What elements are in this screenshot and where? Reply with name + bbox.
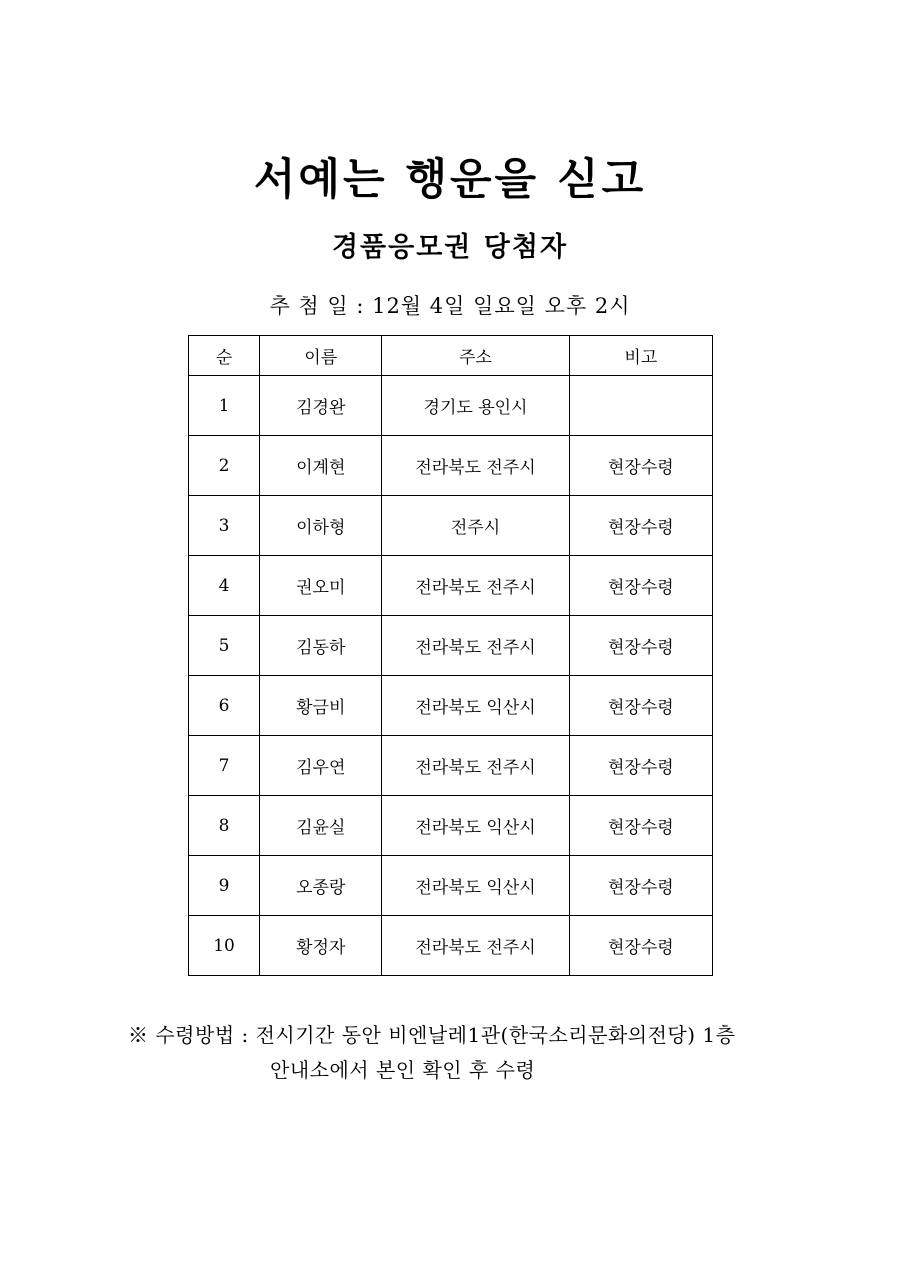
cell-note: 현장수령 xyxy=(569,916,712,976)
table-row xyxy=(189,556,713,616)
header-note: 비고 xyxy=(569,336,712,376)
cell-no: 9 xyxy=(189,856,260,916)
cell-address: 경기도 용인시 xyxy=(382,376,569,436)
table-row xyxy=(189,736,713,796)
cell-no: 3 xyxy=(189,496,260,556)
cell-address: 전라북도 익산시 xyxy=(382,796,569,856)
cell-address: 전라북도 전주시 xyxy=(382,736,569,796)
header-address: 주소 xyxy=(382,336,569,376)
header-name: 이름 xyxy=(260,336,382,376)
table-row xyxy=(189,496,713,556)
cell-name: 오종랑 xyxy=(260,856,382,916)
document-title: 서예는 행운을 싣고 xyxy=(253,155,647,205)
cell-name: 김우연 xyxy=(260,736,382,796)
document-subtitle: 경품응모권 당첨자 xyxy=(331,232,569,263)
cell-name: 김윤실 xyxy=(260,796,382,856)
cell-no: 7 xyxy=(189,736,260,796)
cell-address: 전라북도 전주시 xyxy=(382,916,569,976)
cell-note: 현장수령 xyxy=(569,736,712,796)
cell-no: 4 xyxy=(189,556,260,616)
cell-address: 전주시 xyxy=(382,496,569,556)
pickup-method-note: ※ 수령방법 : 전시기간 동안 비엔날레1관(한국소리문화의전당) 1층 xyxy=(128,1023,736,1047)
cell-no: 5 xyxy=(189,616,260,676)
cell-name: 황금비 xyxy=(260,676,382,736)
cell-note: 현장수령 xyxy=(569,556,712,616)
cell-address: 전라북도 전주시 xyxy=(382,556,569,616)
cell-note: 현장수령 xyxy=(569,856,712,916)
table-row xyxy=(189,676,713,736)
table-row xyxy=(189,376,713,436)
table-row xyxy=(189,616,713,676)
cell-note: 현장수령 xyxy=(569,436,712,496)
cell-note: 현장수령 xyxy=(569,676,712,736)
cell-no: 1 xyxy=(189,376,260,436)
table-row xyxy=(189,856,713,916)
cell-no: 6 xyxy=(189,676,260,736)
table-row xyxy=(189,436,713,496)
cell-note xyxy=(569,376,712,436)
cell-no: 8 xyxy=(189,796,260,856)
cell-note: 현장수령 xyxy=(569,796,712,856)
draw-date: 추 첨 일 : 12월 4일 일요일 오후 2시 xyxy=(269,294,631,318)
table-header-row xyxy=(189,336,713,376)
table-row xyxy=(189,796,713,856)
cell-name: 이하형 xyxy=(260,496,382,556)
cell-name: 김동하 xyxy=(260,616,382,676)
pickup-method-note-continued: 안내소에서 본인 확인 후 수령 xyxy=(270,1058,536,1082)
cell-no: 10 xyxy=(189,916,260,976)
cell-note: 현장수령 xyxy=(569,496,712,556)
header-no: 순 xyxy=(189,336,260,376)
cell-name: 황정자 xyxy=(260,916,382,976)
cell-address: 전라북도 전주시 xyxy=(382,616,569,676)
cell-name: 김경완 xyxy=(260,376,382,436)
cell-address: 전라북도 익산시 xyxy=(382,676,569,736)
table-row xyxy=(189,916,713,976)
cell-no: 2 xyxy=(189,436,260,496)
cell-name: 권오미 xyxy=(260,556,382,616)
cell-note: 현장수령 xyxy=(569,616,712,676)
cell-address: 전라북도 익산시 xyxy=(382,856,569,916)
cell-name: 이계현 xyxy=(260,436,382,496)
winners-table xyxy=(188,335,713,976)
cell-address: 전라북도 전주시 xyxy=(382,436,569,496)
